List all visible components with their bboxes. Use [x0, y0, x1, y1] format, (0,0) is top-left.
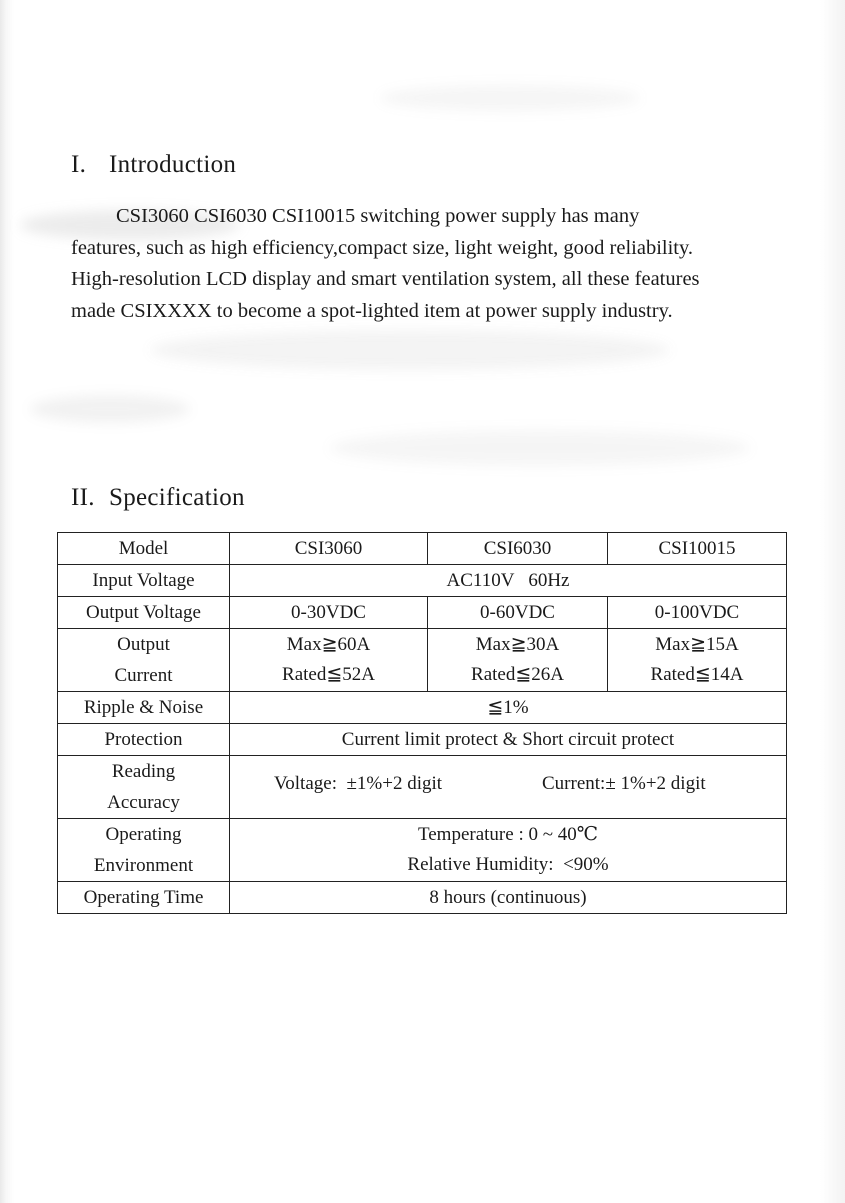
section-title: Introduction — [109, 151, 237, 178]
scan-shadow — [330, 430, 750, 466]
label-line: Current — [114, 665, 173, 686]
table-row — [58, 756, 787, 819]
table-row — [58, 629, 787, 692]
scan-shadow — [150, 330, 670, 370]
output-voltage-label: Output Voltage — [58, 597, 230, 629]
table-row — [58, 533, 787, 565]
operating-time-label: Operating Time — [58, 882, 230, 914]
model-cell: CSI3060 — [230, 533, 428, 565]
rated-current: Rated≦14A — [650, 664, 744, 685]
protection-label: Protection — [58, 724, 230, 756]
table-row — [58, 597, 787, 629]
output-voltage-value: 0-30VDC — [230, 597, 428, 629]
output-voltage-value: 0-100VDC — [608, 597, 787, 629]
label-line: Operating — [105, 824, 182, 845]
introduction-paragraph — [71, 201, 811, 327]
specification-heading — [71, 484, 245, 512]
label-line: Output — [117, 634, 170, 655]
section-number: II. — [71, 484, 95, 511]
rated-current: Rated≦52A — [282, 664, 375, 685]
scan-shadow — [30, 395, 190, 423]
paragraph-line: made CSIXXXX to become a spot-lighted item at power supply industry. — [71, 299, 673, 322]
operating-environment-value — [230, 819, 787, 882]
operating-time-value: 8 hours (continuous) — [230, 882, 787, 914]
label-line: Environment — [93, 855, 194, 876]
humidity: Relative Humidity: <90% — [407, 854, 609, 875]
output-voltage-value: 0-60VDC — [428, 597, 608, 629]
paragraph-line: features, such as high efficiency,compact size, light weight, good reliability. — [71, 236, 694, 259]
output-current-value — [428, 629, 608, 692]
voltage-accuracy: Voltage: ±1%+2 digit — [274, 773, 443, 794]
table-row — [58, 565, 787, 597]
rated-current: Rated≦26A — [471, 664, 564, 685]
max-current: Max≧30A — [475, 634, 560, 655]
paragraph-line: High-resolution LCD display and smart ventilation system, all these features — [71, 268, 700, 290]
output-current-value — [608, 629, 787, 692]
model-cell: CSI10015 — [608, 533, 787, 565]
table-row — [58, 724, 787, 756]
current-accuracy: Current:± 1%+2 digit — [542, 773, 706, 794]
introduction-heading — [71, 151, 236, 179]
model-cell: CSI6030 — [428, 533, 608, 565]
input-voltage-value: AC110V 60Hz — [230, 565, 787, 597]
table-row — [58, 819, 787, 882]
section-number: I. — [71, 151, 87, 178]
ripple-noise-value: ≦1% — [230, 692, 787, 724]
label-line: Reading — [111, 761, 176, 782]
temperature: Temperature : 0 ~ 40℃ — [417, 824, 599, 845]
output-current-label — [58, 629, 230, 692]
paragraph-line: CSI3060 CSI6030 CSI10015 switching power supply has many — [116, 205, 640, 227]
table-row — [58, 692, 787, 724]
max-current: Max≧15A — [655, 634, 739, 655]
section-title: Specification — [109, 484, 245, 511]
input-voltage-label: Input Voltage — [58, 565, 230, 597]
scan-shadow — [380, 85, 640, 111]
reading-accuracy-value — [230, 756, 787, 819]
table-row — [58, 882, 787, 914]
protection-value: Current limit protect & Short circuit protect — [230, 724, 787, 756]
model-label: Model — [58, 533, 230, 565]
reading-accuracy-label — [58, 756, 230, 819]
label-line: Accuracy — [107, 792, 180, 813]
ripple-noise-label: Ripple & Noise — [58, 692, 230, 724]
operating-environment-label — [58, 819, 230, 882]
output-current-value — [230, 629, 428, 692]
max-current: Max≧60A — [286, 634, 371, 655]
specification-table — [57, 532, 787, 914]
